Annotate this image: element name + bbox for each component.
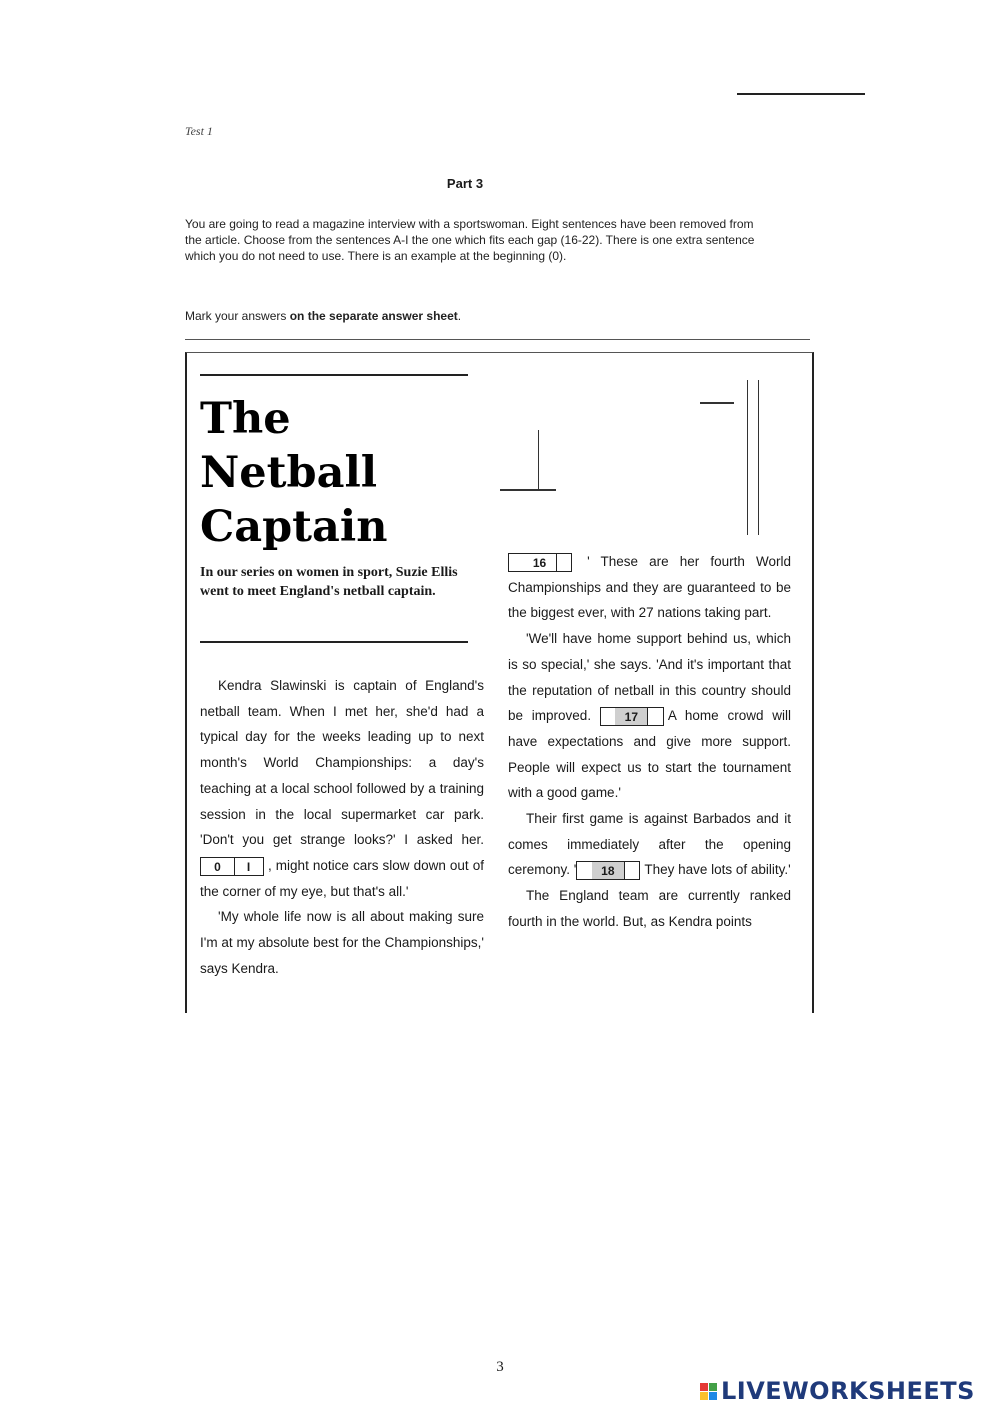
mark-prefix: Mark your answers [185, 309, 290, 323]
paragraph-text: Their first game is against Barbados and it comes immediately after the opening ceremony. ' [508, 811, 791, 878]
top-rule [737, 93, 865, 95]
paragraph: The England team are currently ranked fourth in the world. But, as Kendra points [508, 888, 791, 929]
test-label: Test 1 [185, 124, 213, 138]
paragraph [508, 626, 791, 806]
instructions: You are going to read a magazine interview with a sportswoman. Eight sentences have been removed from the article. Choose from the sentences A-I the one which fits each gap (16-22). There is one extra sentence which you do not need to use. There is an example at the beginning (0). [185, 217, 755, 263]
standfirst-bottom-rule [200, 641, 468, 643]
separator-line [185, 339, 810, 340]
headline-top-rule [200, 374, 468, 376]
decorative-line [700, 402, 734, 404]
liveworksheets-logo[interactable] [700, 1377, 975, 1405]
paragraph: 'My whole life now is all about making sure I'm at my absolute best for the Championships,' says Kendra. [200, 909, 484, 976]
gap-16-answer-box[interactable] [508, 553, 572, 572]
page-number: 3 [496, 1359, 504, 1375]
logo-icon [700, 1383, 717, 1400]
headline [200, 392, 500, 554]
paragraph [508, 549, 791, 626]
paragraph-text: They have lots of ability.' [644, 862, 791, 878]
gap-number: 0 [202, 858, 235, 875]
mark-instruction [185, 309, 461, 323]
article-column-left [200, 673, 484, 981]
gap-number: 18 [592, 862, 625, 879]
mark-suffix: . [457, 309, 462, 323]
paragraph [200, 673, 484, 904]
gap-18-answer-box[interactable] [576, 861, 640, 880]
part-title: Part 3 [446, 176, 484, 191]
paragraph-text: Kendra Slawinski is captain of England's netball team. When I met her, she'd had a typical day for the weeks leading up to next month's World Championships: a day's teaching at a local school followed by a training session in the local supermarket car park. 'Don't you get strange looks?' I asked her. [200, 678, 484, 848]
decorative-line [747, 380, 748, 535]
gap-17-answer-box[interactable] [600, 707, 664, 726]
paragraph-text: , might notice cars slow down out of the corner of my eye, but that's all.' [200, 857, 484, 899]
paragraph-text: 'We'll have home support behind us, which is so special,' she says. 'And it's important that the reputation of netball in this country should be improved. [508, 631, 791, 724]
paragraph-text: ' These are her fourth World Championships and they are guaranteed to be the biggest ever, with 27 nations taking part. [508, 554, 791, 621]
paragraph-text: A home crowd will have expectations and give more support. People will expect us to start the tournament with a good game.' [508, 708, 791, 801]
headline-line: The [200, 394, 291, 444]
gap-number: 17 [615, 708, 648, 725]
article-column-right [508, 549, 791, 935]
example-gap-box [200, 857, 264, 876]
gap-answer: I [246, 859, 251, 874]
headline-line: Netball [200, 448, 378, 498]
decorative-line [758, 380, 759, 535]
paragraph [508, 806, 791, 883]
decorative-line [538, 430, 539, 490]
gap-number: 16 [524, 554, 557, 571]
mark-bold: on the separate answer sheet [289, 309, 458, 323]
headline-line: Captain [200, 502, 388, 552]
decorative-line [500, 489, 556, 491]
standfirst: In our series on women in sport, Suzie Ellis went to meet England's netball captain. [200, 565, 458, 599]
brand-text: LIVEWORKSHEETS [721, 1377, 975, 1405]
